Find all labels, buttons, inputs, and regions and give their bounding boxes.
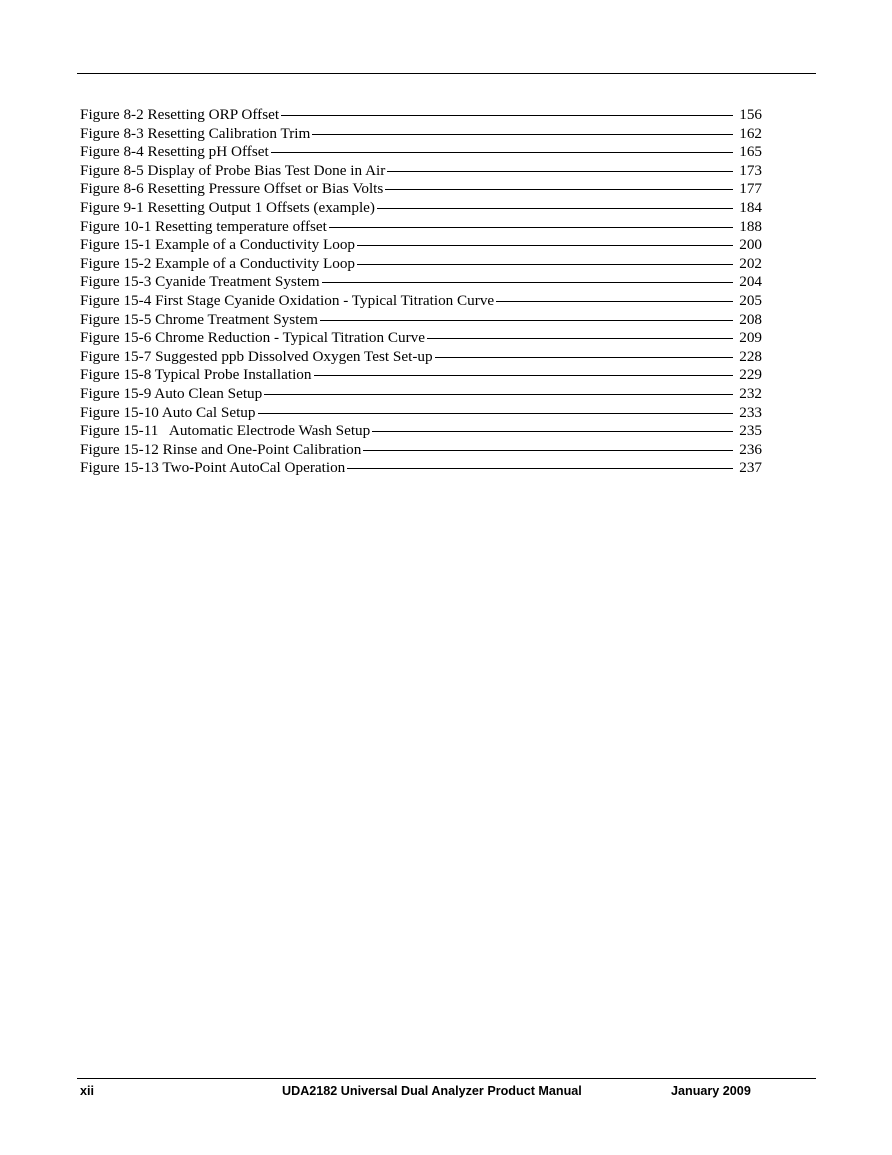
toc-leader-line: [357, 245, 733, 246]
toc-entry-label: Figure 15-9 Auto Clean Setup: [80, 384, 263, 402]
toc-entry[interactable]: [80, 236, 762, 255]
toc-entry-page: 205: [739, 291, 762, 309]
toc-entry-label: Figure 8-2 Resetting ORP Offset: [80, 106, 280, 123]
toc-entry-page: 209: [739, 329, 762, 347]
toc-leader-line: [363, 450, 733, 451]
toc-entry-label: Figure 15-2 Example of a Conductivity Loop: [80, 254, 356, 272]
toc-entry[interactable]: [80, 199, 762, 218]
toc-entry-page: 237: [739, 459, 762, 477]
toc-leader-line: [322, 282, 733, 283]
toc-entry-label: Figure 15-5 Chrome Treatment System: [80, 310, 318, 328]
toc-entry-label: Figure 15-13 Two-Point AutoCal Operation: [80, 459, 346, 477]
toc-entry-page: 236: [739, 440, 762, 458]
toc-entry[interactable]: [80, 180, 762, 199]
toc-leader-line: [258, 413, 734, 414]
toc-entry-page: 233: [739, 403, 762, 421]
toc-entry[interactable]: [80, 385, 762, 404]
toc-entry-page: 202: [739, 254, 762, 272]
toc-entry[interactable]: [80, 273, 762, 292]
toc-entry-label: Figure 8-4 Resetting pH Offset: [80, 143, 269, 161]
toc-entry-label: Figure 10-1 Resetting temperature offset: [80, 217, 327, 235]
toc-entry[interactable]: [80, 125, 762, 144]
toc-leader-line: [387, 171, 733, 172]
toc-entry-label: Figure 15-4 First Stage Cyanide Oxidation - Typical Titration Curve: [80, 291, 495, 309]
toc-entry[interactable]: [80, 292, 762, 311]
toc-entry-label: Figure 15-12 Rinse and One-Point Calibration: [80, 440, 362, 458]
toc-leader-line: [496, 301, 733, 302]
toc-entry[interactable]: [80, 329, 762, 348]
footer-manual-title: UDA2182 Universal Dual Analyzer Product Manual: [282, 1084, 582, 1098]
toc-entry-label: Figure 15-8 Typical Probe Installation: [80, 366, 312, 384]
toc-entry-page: 204: [739, 273, 762, 291]
header-rule: [77, 73, 816, 74]
toc-entry-page: 184: [739, 198, 762, 216]
toc-entry-label: Figure 15-7 Suggested ppb Dissolved Oxygen Test Set-up: [80, 347, 433, 365]
toc-leader-line: [372, 431, 733, 432]
toc-entry-page: 156: [739, 106, 762, 123]
toc-entry-page: 173: [739, 161, 762, 179]
toc-entry[interactable]: [80, 366, 762, 385]
toc-entry[interactable]: [80, 106, 762, 125]
toc-entry-label: Figure 15-1 Example of a Conductivity Loop: [80, 236, 356, 254]
toc-leader-line: [320, 320, 733, 321]
toc-entry-page: 228: [739, 347, 762, 365]
toc-entry-page: 162: [739, 124, 762, 142]
toc-entry[interactable]: [80, 218, 762, 237]
toc-leader-line: [385, 189, 733, 190]
toc-entry-page: 177: [739, 180, 762, 198]
toc-entry[interactable]: [80, 422, 762, 441]
toc-entry-page: 229: [739, 366, 762, 384]
toc-entry-page: 200: [739, 236, 762, 254]
toc-entry-label: Figure 15-3 Cyanide Treatment System: [80, 273, 320, 291]
toc-entry[interactable]: [80, 311, 762, 330]
toc-entry-label: Figure 15-11 Automatic Electrode Wash Setup: [80, 422, 371, 440]
toc-entry-page: 232: [739, 384, 762, 402]
toc-entry[interactable]: [80, 441, 762, 460]
toc-entry-page: 235: [739, 422, 762, 440]
toc-entry[interactable]: [80, 459, 762, 478]
toc-entry-page: 208: [739, 310, 762, 328]
toc-leader-line: [357, 264, 733, 265]
toc-entry-page: 165: [739, 143, 762, 161]
list-of-figures: [80, 106, 762, 478]
toc-entry[interactable]: [80, 348, 762, 367]
toc-entry-page: 188: [739, 217, 762, 235]
footer-date: January 2009: [671, 1084, 751, 1098]
footer-page-number: xii: [80, 1084, 95, 1098]
toc-leader-line: [281, 115, 733, 116]
toc-entry[interactable]: [80, 162, 762, 181]
toc-leader-line: [329, 227, 733, 228]
toc-entry-label: Figure 15-6 Chrome Reduction - Typical Titration Curve: [80, 329, 425, 347]
toc-entry-label: Figure 15-10 Auto Cal Setup: [80, 403, 256, 421]
toc-entry[interactable]: [80, 143, 762, 162]
toc-entry[interactable]: [80, 404, 762, 423]
toc-leader-line: [271, 152, 733, 153]
toc-entry-label: Figure 8-5 Display of Probe Bias Test Done in Air: [80, 161, 386, 179]
toc-entry[interactable]: [80, 255, 762, 274]
toc-leader-line: [435, 357, 733, 358]
toc-leader-line: [264, 394, 733, 395]
toc-entry-label: Figure 8-3 Resetting Calibration Trim: [80, 124, 311, 142]
toc-leader-line: [314, 375, 734, 376]
toc-entry-label: Figure 8-6 Resetting Pressure Offset or Bias Volts: [80, 180, 384, 198]
footer-rule: [77, 1078, 816, 1079]
toc-leader-line: [312, 134, 733, 135]
toc-leader-line: [427, 338, 733, 339]
toc-leader-line: [377, 208, 733, 209]
toc-entry-label: Figure 9-1 Resetting Output 1 Offsets (example): [80, 198, 375, 216]
toc-leader-line: [347, 468, 733, 469]
